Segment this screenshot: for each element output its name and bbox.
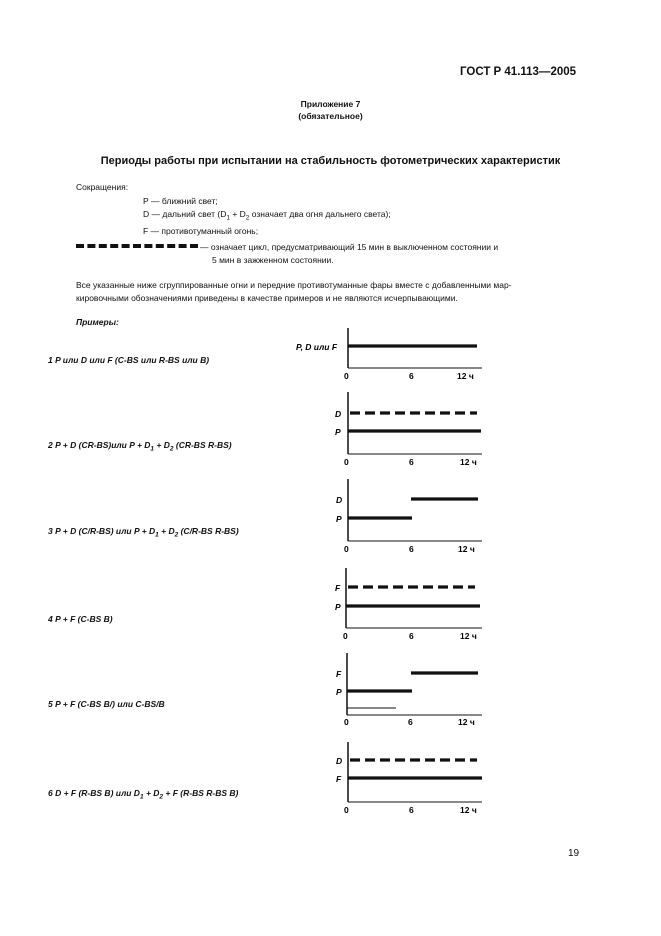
abbr-d-pre: D — дальний свет (D xyxy=(143,209,227,219)
diagram-6-tick-12: 12 ч xyxy=(460,805,477,815)
example-label-5: 5 P + F (C-BS B/) или C-BS/B xyxy=(48,699,165,709)
example-2-sub1: 1 xyxy=(150,445,155,453)
appendix-title: Приложение 7 xyxy=(300,99,361,109)
example-label-6 xyxy=(48,788,238,801)
diagram-2-tick-12: 12 ч xyxy=(460,457,477,467)
diagram-2-bottom-label: P xyxy=(335,427,341,437)
diagram-5-tick-0: 0 xyxy=(344,717,349,727)
dashed-legend-text xyxy=(200,241,584,267)
example-label-3 xyxy=(48,526,239,539)
diagram-5-tick-6: 6 xyxy=(408,717,413,727)
diagram-2-top-label: D xyxy=(335,409,342,419)
example-label-4: 4 P + F (C-BS B) xyxy=(48,614,113,624)
diagram-3-tick-6: 6 xyxy=(409,544,414,554)
standard-header: ГОСТ Р 41.113—2005 xyxy=(460,66,577,78)
appendix-subtitle: (обязательное) xyxy=(298,111,363,121)
diagram-5-bottom-label: P xyxy=(336,687,342,697)
example-2-pre: 2 P + D (CR-BS)или P + D xyxy=(48,440,151,450)
example-6-sub2: 2 xyxy=(159,793,164,801)
timing-diagram-5 xyxy=(290,651,500,731)
diagram-4-tick-12: 12 ч xyxy=(460,631,477,641)
diagram-4-tick-6: 6 xyxy=(409,631,414,641)
timing-diagram-2 xyxy=(290,390,500,470)
intro-paragraph-line2: кировочными обозначениями приведены в качестве примеров и не являются исчерпывающими. xyxy=(76,293,458,303)
timing-diagram-1 xyxy=(290,326,500,384)
diagram-4-tick-0: 0 xyxy=(343,631,348,641)
page-number: 19 xyxy=(568,848,580,859)
diagram-6-tick-6: 6 xyxy=(409,805,414,815)
abbreviations-list xyxy=(143,195,391,238)
diagram-3-top-label: D xyxy=(336,495,343,505)
abbr-d-mid: + D xyxy=(229,209,246,219)
diagram-4-bottom-label: P xyxy=(335,602,341,612)
diagram-6-tick-0: 0 xyxy=(344,805,349,815)
diagram-5-tick-12: 12 ч xyxy=(458,717,475,727)
appendix-heading xyxy=(0,98,661,122)
diagram-1-label: P, D или F xyxy=(296,342,338,352)
intro-paragraph xyxy=(76,279,584,305)
example-2-sub2: 2 xyxy=(169,445,174,453)
main-title: Периоды работы при испытании на стабильность фотометрических характеристик xyxy=(100,155,561,167)
example-3-sub2: 2 xyxy=(174,531,179,539)
diagram-1-tick-0: 0 xyxy=(344,371,349,381)
dashed-legend-line xyxy=(76,244,198,248)
diagram-2-tick-0: 0 xyxy=(344,457,349,467)
diagram-2-tick-6: 6 xyxy=(409,457,414,467)
diagram-4-top-label: F xyxy=(335,583,341,593)
abbr-d xyxy=(143,208,391,225)
example-6-post: + F (R-BS R-BS B) xyxy=(163,788,239,798)
example-3-mid: + D xyxy=(158,526,175,536)
abbr-d-sub2: 2 xyxy=(245,214,250,222)
timing-diagram-6 xyxy=(290,740,500,820)
abbr-d-post: означает два огня дальнего света); xyxy=(249,209,391,219)
diagram-1-tick-6: 6 xyxy=(409,371,414,381)
example-label-1: 1 P или D или F (C-BS или R-BS или B) xyxy=(48,355,210,365)
example-6-pre: 6 D + F (R-BS B) или D xyxy=(48,788,140,798)
diagram-3-tick-0: 0 xyxy=(344,544,349,554)
timing-diagram-4 xyxy=(290,566,500,646)
example-3-pre: 3 P + D (C/R-BS) или P + D xyxy=(48,526,156,536)
example-label-2 xyxy=(48,440,232,453)
dashed-legend-line2: 5 мин в зажженном состоянии. xyxy=(212,255,334,265)
diagram-5-top-label: F xyxy=(336,669,342,679)
example-6-sub1: 1 xyxy=(139,793,144,801)
example-2-mid: + D xyxy=(154,440,170,450)
example-3-sub1: 1 xyxy=(155,531,159,539)
dashed-legend-line1: — означает цикл, предусматривающий 15 мин в выключенном состоянии и xyxy=(200,242,499,252)
diagram-3-tick-12: 12 ч xyxy=(458,544,475,554)
abbr-d-sub1: 1 xyxy=(226,214,230,222)
diagram-6-top-label: D xyxy=(336,756,343,766)
abbr-p: Р — ближний свет; xyxy=(143,196,218,206)
diagram-6-bottom-label: F xyxy=(336,774,342,784)
timing-diagram-3 xyxy=(290,477,500,557)
intro-paragraph-line1: Все указанные ниже сгруппированные огни и передние противотуманные фары вместе с добавленными мар- xyxy=(76,280,512,290)
diagram-1-tick-12: 12 ч xyxy=(457,371,474,381)
diagram-3-bottom-label: P xyxy=(336,514,342,524)
examples-heading: Примеры: xyxy=(76,317,119,327)
example-2-post: (CR-BS R-BS) xyxy=(173,440,232,450)
example-6-mid: + D xyxy=(143,788,160,798)
abbr-f: F — противотуманный огонь; xyxy=(143,225,259,236)
example-3-post: (C/R-BS R-BS) xyxy=(178,526,239,536)
abbreviations-heading: Сокращения: xyxy=(76,182,129,192)
